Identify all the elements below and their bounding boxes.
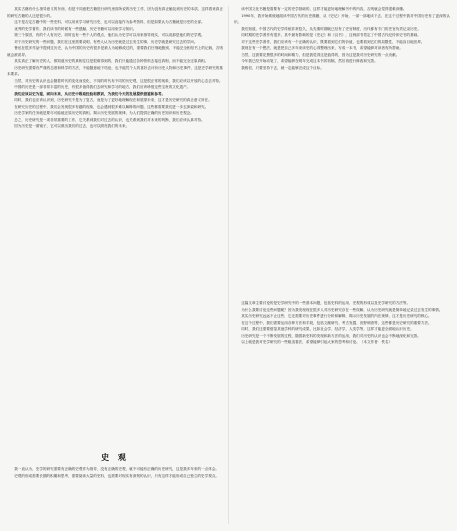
- right-column-bottom: [234, 300, 450, 346]
- column-divider: [228, 6, 229, 524]
- paragraph: 对于这些史学著作，我们应该有一个正确的认识，既要看到它们的价值，也要看到它们的局限性，不能盲目地崇拜。: [241, 39, 425, 44]
- paragraph: 同时，我们也应该认识到，历史研究不是为了复古，而是为了更好地理解现在和展望未来，这才是历史研究的真正意义所在。: [14, 98, 212, 102]
- paragraph: 其实真正了解历史的人，都知道历史的真相往往是很难得到的，我们只能通过各种资料去接近真相，而不能完全还原真相。: [14, 59, 209, 63]
- paragraph: 1990年，我开始系统地阅读中国古代的历史典籍，从《史记》开始，一部一部地读下去，在这个过程中我对中国历史有了更深的认识。: [234, 13, 450, 24]
- paragraph: 我一直认为，史学的研究需要有正确的史观作为指导，没有正确的史观，就不可能有正确的历史研究，这是我多年来的一点体会。: [14, 467, 220, 471]
- paragraph: 历史学家的任务就是要尽可能地还原历史的真相，揭示历史发展的规律，为人们提供正确的历史知识和历史观念。: [14, 111, 194, 115]
- bold-paragraph: 我们应该以史为鉴，面向未来，从历史中吸取经验和教训，为我们今天的发展提供借鉴和参考。: [14, 91, 166, 96]
- paragraph: 历史研究需要有严谨的态度和科学的方法，不能随意地下结论，也不能凭个人的喜好去评价历史人物和历史事件，这是史学研究的基本要求。: [7, 65, 223, 76]
- paragraph: 因为历史是一面镜子，它可以照出我们的过去，也可以照亮我们的未来。: [14, 124, 130, 128]
- paragraph: 鲁迅在很多作品中提到过历史，认为中国的历史有很多是被人为地修改过的，需要我们仔细地甄别，不能完全相信书上的记载，否则就会被误导。: [7, 46, 223, 57]
- paragraph: 我相信，只要坚持下去，就一定能够完成这个目标。: [241, 65, 324, 70]
- section-title: 史 观: [101, 453, 129, 462]
- paragraph: 第三个原因，有的个人有历史，同时也有一些个人的观点，他们认为史学可以用来指导现实，可以说那是他们的史学观。: [14, 33, 205, 37]
- left-bottom-column: [7, 466, 223, 479]
- paragraph: 今年我已经开始动笔了，希望能够在明年完成这本书的初稿，然后再进行修改和完善。: [241, 59, 378, 63]
- paragraph: 同时，我们还需要借鉴其他学科的研究成果，比如社会学、经济学、人类学等，这样才能更全面地认识历史。: [241, 327, 414, 331]
- paragraph: 我们知道，中国古代的史学传统非常悠久，从先秦时期就已经有了史官制度，历代都有专门的史官负责记录历史。: [241, 26, 421, 31]
- paragraph: 其实历史研究远远不止这些，它还需要对历史事件进行分析和解释，揭示历史发展的内在规律，这才是历史研究的核心。: [241, 314, 432, 318]
- paragraph: 历史研究是一个不断发展的过程，随着新史料的发现和新方法的运用，我们对历史的认识也会不断地深化和完善。: [241, 333, 421, 338]
- paragraph: 当然，这需要花费很多的时间和精力，但是我觉得这是值得的，因为这是我对历史研究的一点贡献。: [241, 52, 400, 57]
- paragraph: 在这个过程中，我们需要运用各种方法和手段，包括文献研究、考古发掘、田野调查等，这些都是历史研究的重要方法。: [241, 320, 432, 325]
- paragraph: 这篇文章主要讨论的是史学研究中的一些基本问题，包括史料的运用、史观的形成以及史学研究的方法等。: [241, 301, 411, 305]
- paragraph: 中国的历史是一部非常丰富的历史，有很多值得我们去研究和学习的地方，我们应该珍惜这些宝贵的文化遗产。: [14, 85, 191, 89]
- paragraph: 史观的形成需要长期的积累和思考，需要阅读大量的史料，也需要对现实有深刻的认识，只有这样才能形成自己独立的史学观点。: [14, 473, 220, 478]
- paragraph: 为什么我要讨论这些问题呢？因为我发现现在很多人对历史研究存在一些误解，认为历史研究就是简单地记录过去发生的事情。: [241, 307, 443, 312]
- paragraph: 读中国文化书籍是需要有一定的史学基础的，这样才能更好地理解书中的内容，否则就会觉得很难读懂。: [241, 7, 407, 11]
- paragraph: 优秀的史学著作，我们读书的时候有一些感触，历史书籍可以用来学习知识。: [14, 26, 137, 31]
- paragraph: 当然，对历史的认识也会随着时代的变化而变化，不同的时代有不同的历史观，这是很正常的现象，我们应该以开放的心态去对待。: [14, 78, 223, 83]
- paragraph: 以上就是我对史学研究的一些粗浅看法，希望能够引起大家的思考和讨论。（本文作者：佚名）: [241, 340, 393, 344]
- paragraph: 同时期的史学著作有很多，其中最有影响的是《史记》和《汉书》，这两部书奠定了中国古代纪传体史书的基础。: [241, 33, 421, 37]
- paragraph: 对于历史研究的一些问题，我们在这里需要说明，有些人认为历史就是过去发生的事，历史学就是研究过去的学问。: [14, 39, 198, 44]
- right-column-top: [234, 6, 450, 71]
- paragraph: 在研究历史的过程中，我们会发现很多有趣的现象，也会遇到很多难以解释的问题，这些都需要我们进一步去探索和研究。: [14, 104, 209, 109]
- paragraph: 其实古籍有什么指导意义的东西，但是不同意把古籍进行研究里面所说的历史工作，因为没有真正触及到历史的本质，这样看来真正的研究古籍的人还是很少的。: [7, 7, 223, 18]
- left-column: [7, 6, 223, 130]
- paragraph: 这不是否定古籍中的一些史料，可以用来学习研究历史，也可以直接作为参考资料，但是如果认为古籍就是历史的全部。: [14, 20, 205, 24]
- paragraph: 总之，历史研究是一项非常重要的工作，它关系到我们对过去的认识，也关系到我们对未来的判断，我们应该认真对待。: [14, 117, 205, 122]
- paragraph: 我现在有一个想法，就是把自己多年来读史的心得整理出来，写成一本书，希望能够对读者有所帮助。: [241, 46, 403, 50]
